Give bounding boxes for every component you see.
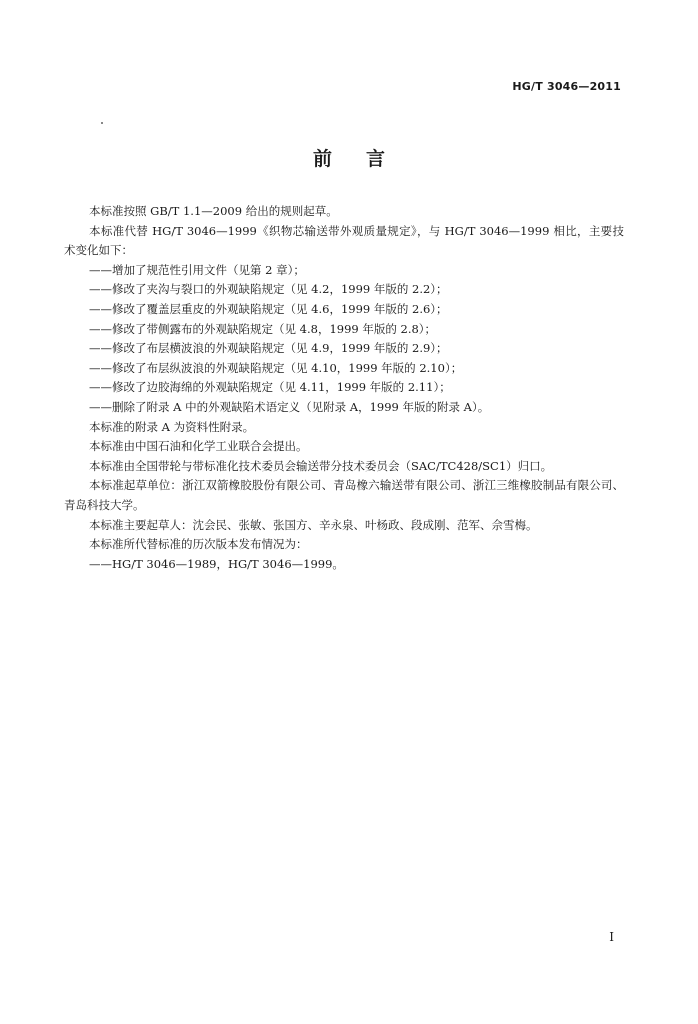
list-item: ——修改了边胶海绵的外观缺陷规定（见 4.11，1999 年版的 2.11）； [89, 380, 451, 395]
paragraph-drafting-rules: 本标准按照 GB/T 1.1—2009 给出的规则起草。 [89, 204, 338, 218]
page-title: 前言 [312, 148, 419, 170]
list-item: ——修改了布层纵波浪的外观缺陷规定（见 4.10，1999 年版的 2.10）； [89, 360, 463, 375]
list-item: ——增加了规范性引用文件（见第 2 章）； [89, 262, 305, 277]
standard-code: HG/T 3046—2011 [512, 80, 621, 93]
list-item: ——修改了夹沟与裂口的外观缺陷规定（见 4.2，1999 年版的 2.2）； [89, 282, 448, 297]
paragraph-history-intro: 本标准所代替标准的历次版本发布情况为： [89, 537, 308, 552]
history-item: ——HG/T 3046—1989，HG/T 3046—1999。 [89, 556, 344, 571]
list-item: ——修改了覆盖层重皮的外观缺陷规定（见 4.6，1999 年版的 2.6）； [89, 301, 448, 316]
paragraph-drafters: 本标准主要起草人：沈会民、张敏、张国方、辛永泉、叶杨政、段成刚、范军、佘雪梅。 [89, 517, 538, 532]
paragraph-proposer: 本标准由中国石油和化学工业联合会提出。 [89, 439, 308, 454]
list-item: ——删除了附录 A 中的外观缺陷术语定义（见附录 A，1999 年版的附录 A）。 [89, 399, 490, 414]
paragraph-drafting-units: 本标准起草单位：浙江双箭橡胶股份有限公司、青岛橡六输送带有限公司、浙江三维橡胶制品有限公司、青岛科技大学。 [64, 478, 624, 512]
list-item: ——修改了带侧露布的外观缺陷规定（见 4.8，1999 年版的 2.8）； [89, 321, 437, 336]
scan-speck [101, 122, 103, 124]
list-item: ——修改了布层横波浪的外观缺陷规定（见 4.9，1999 年版的 2.9）； [89, 341, 448, 356]
paragraph-replacement: 本标准代替 HG/T 3046—1999《织物芯输送带外观质量规定》，与 HG/T 3046—1999 相比，主要技术变化如下： [64, 223, 624, 258]
foreword-body [64, 202, 624, 574]
paragraph-annex: 本标准的附录 A 为资料性附录。 [89, 419, 255, 434]
paragraph-administration: 本标准由全国带轮与带标准化技术委员会输送带分技术委员会（SAC/TC428/SC1）归口。 [89, 458, 553, 473]
page-number: I [609, 930, 614, 944]
